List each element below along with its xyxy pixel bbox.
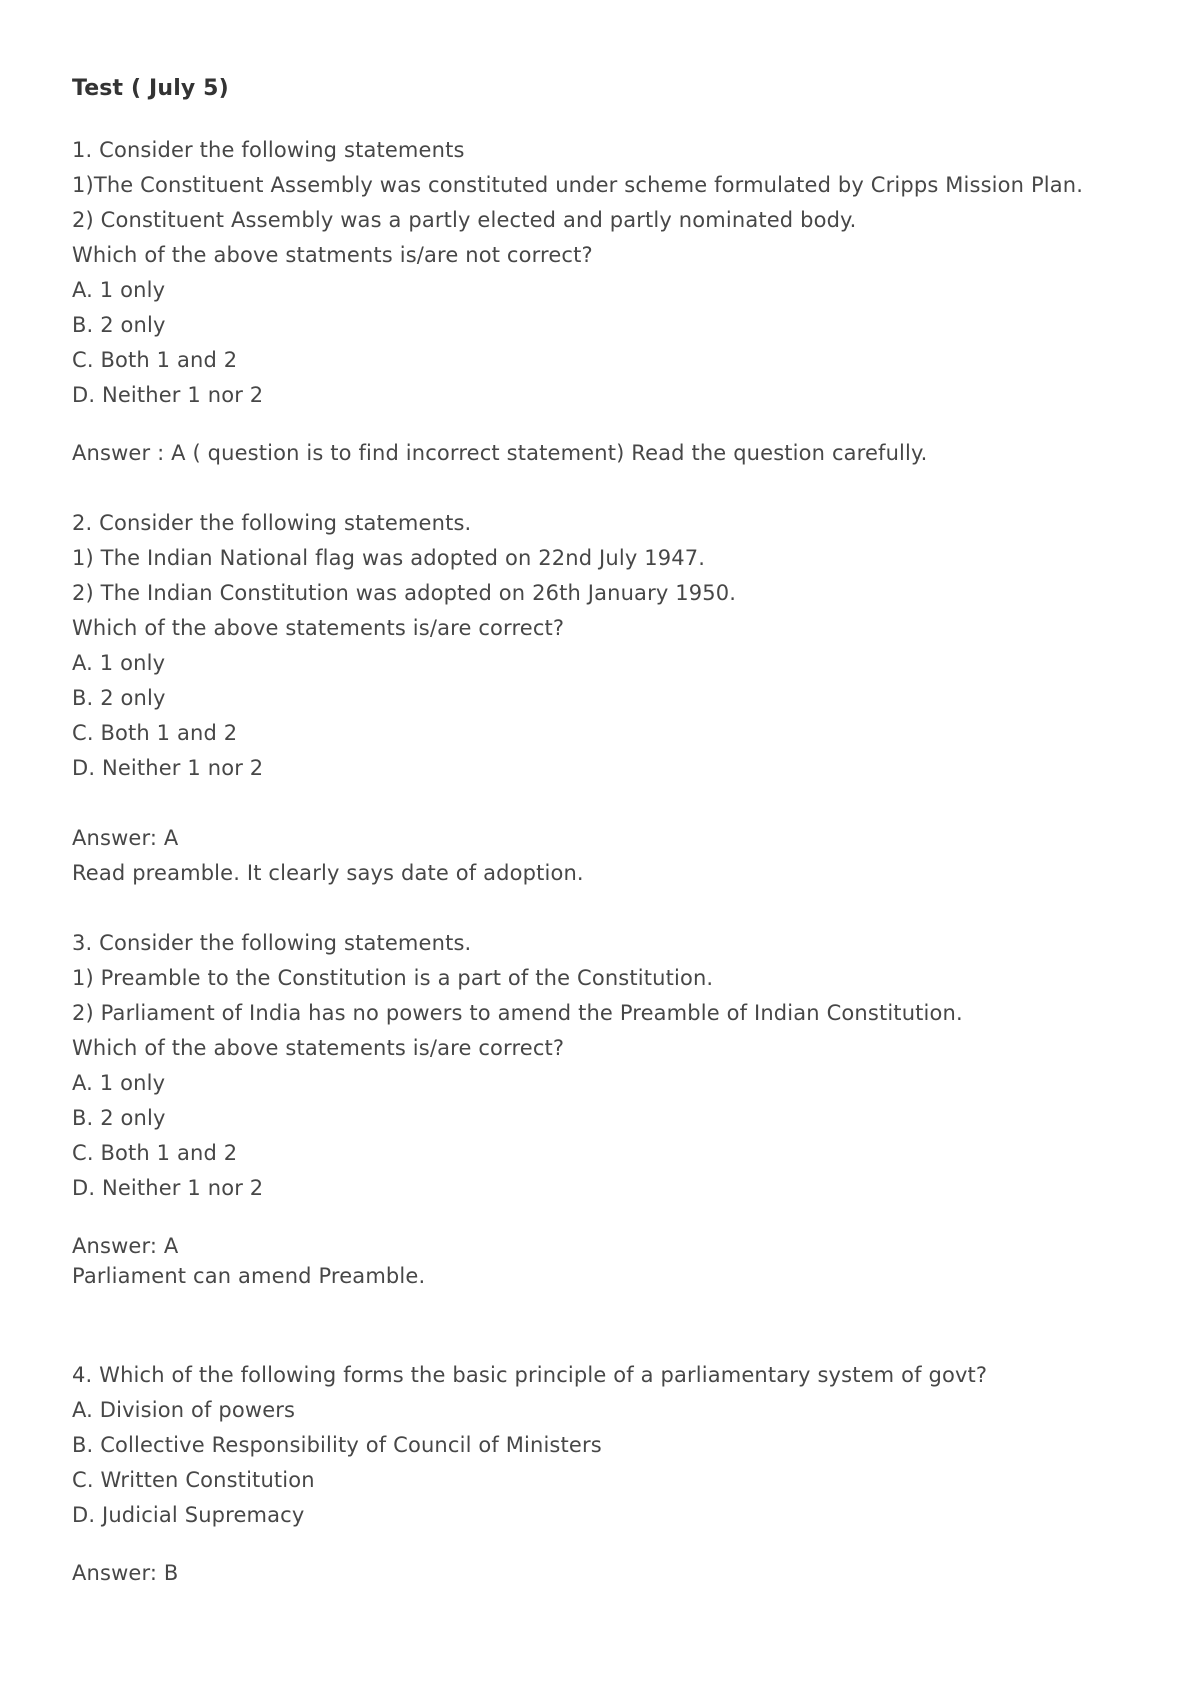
question-1-statement-2: 2) Constituent Assembly was a partly elected and partly nominated body.: [72, 208, 857, 232]
question-1-option-d: D. Neither 1 nor 2: [72, 383, 264, 407]
question-2-prompt: 2. Consider the following statements.: [72, 511, 472, 535]
question-2-answer: Answer: A: [72, 826, 179, 850]
question-2-explanation: Read preamble. It clearly says date of adoption.: [72, 861, 584, 885]
question-3-ask: Which of the above statements is/are correct?: [72, 1036, 565, 1060]
question-2-option-b: B. 2 only: [72, 686, 166, 710]
question-4-option-c: C. Written Constitution: [72, 1468, 315, 1492]
question-4-option-a: A. Division of powers: [72, 1398, 296, 1422]
document-title: Test ( July 5): [72, 76, 229, 101]
question-2-option-a: A. 1 only: [72, 651, 166, 675]
question-3-statement-2: 2) Parliament of India has no powers to amend the Preamble of Indian Constitution.: [72, 1001, 963, 1025]
question-3-option-d: D. Neither 1 nor 2: [72, 1176, 264, 1200]
question-2-ask: Which of the above statements is/are correct?: [72, 616, 565, 640]
question-3-explanation: Parliament can amend Preamble.: [72, 1264, 426, 1288]
question-3-option-a: A. 1 only: [72, 1071, 166, 1095]
question-1-statement-1: 1)The Constituent Assembly was constituted under scheme formulated by Cripps Mission Plan.: [72, 173, 1084, 197]
question-1-option-c: C. Both 1 and 2: [72, 348, 238, 372]
question-2-option-c: C. Both 1 and 2: [72, 721, 238, 745]
question-3-option-b: B. 2 only: [72, 1106, 166, 1130]
question-1-option-a: A. 1 only: [72, 278, 166, 302]
question-1-prompt: 1. Consider the following statements: [72, 138, 465, 162]
question-2-statement-2: 2) The Indian Constitution was adopted on 26th January 1950.: [72, 581, 737, 605]
question-1-ask: Which of the above statments is/are not correct?: [72, 243, 593, 267]
question-1-option-b: B. 2 only: [72, 313, 166, 337]
question-3-answer: Answer: A: [72, 1234, 179, 1258]
question-3-option-c: C. Both 1 and 2: [72, 1141, 238, 1165]
question-2-option-d: D. Neither 1 nor 2: [72, 756, 264, 780]
question-4-prompt: 4. Which of the following forms the basic principle of a parliamentary system of govt?: [72, 1363, 988, 1387]
question-2-statement-1: 1) The Indian National flag was adopted on 22nd July 1947.: [72, 546, 706, 570]
question-3-statement-1: 1) Preamble to the Constitution is a part of the Constitution.: [72, 966, 714, 990]
question-4-option-b: B. Collective Responsibility of Council of Ministers: [72, 1433, 602, 1457]
question-4-option-d: D. Judicial Supremacy: [72, 1503, 305, 1527]
question-4-answer: Answer: B: [72, 1561, 179, 1585]
question-1-answer: Answer : A ( question is to find incorrect statement) Read the question carefully.: [72, 441, 928, 465]
question-3-prompt: 3. Consider the following statements.: [72, 931, 472, 955]
